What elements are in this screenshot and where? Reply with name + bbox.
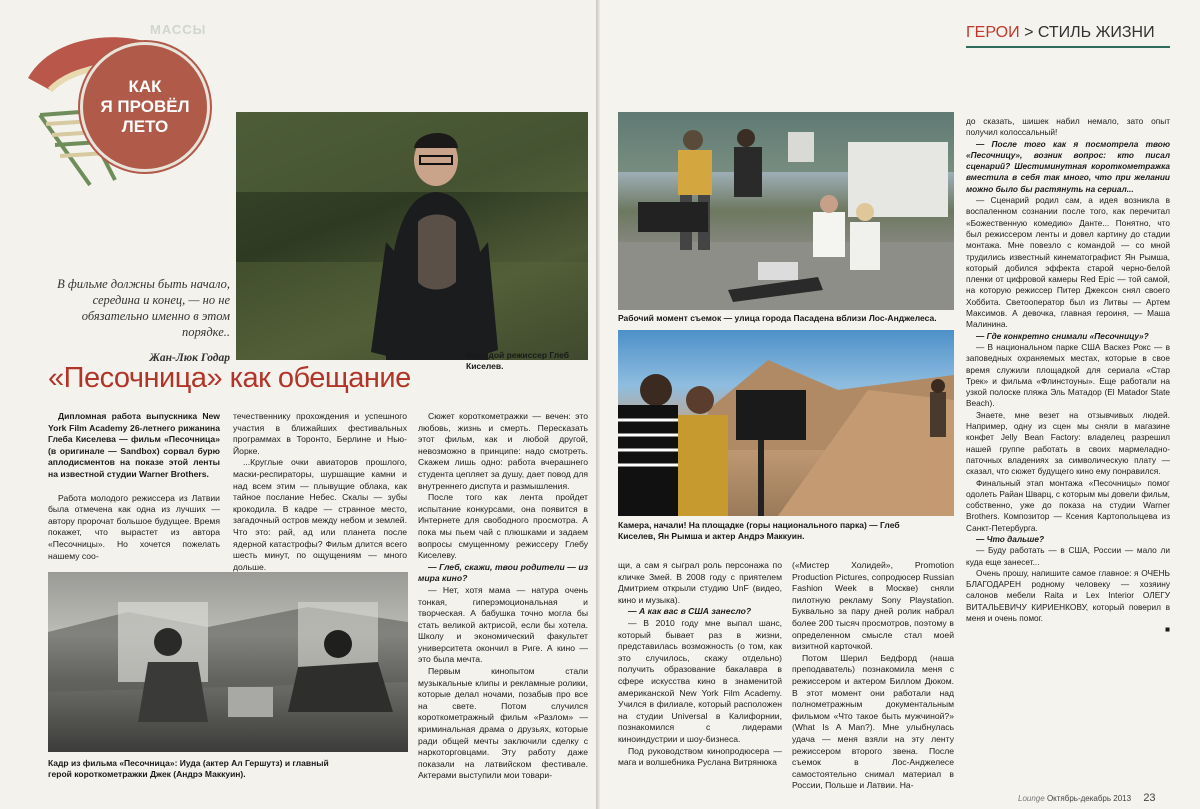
interview-question: — После того как я посмотрела твою «Песочницу», возник вопрос: кто писал сценарий? Шестиминутная короткометражка вместила в себя так много, что при желании можно было бы растянуть на сериал... <box>966 138 1170 194</box>
right-column-3 <box>966 116 1170 636</box>
left-column-1 <box>48 411 220 562</box>
film-still-illustration <box>48 572 408 752</box>
paragraph: Сюжет короткометражки — вечен: это любовь, жизнь и смерть. Пересказать этот фильм, как и любой другой, невозможно в принципе: надо смотреть. Скажем лишь одно: работа вчерашнего студента цепляет за душу, дает повод для внутреннего диспута и размышления. <box>418 411 588 491</box>
paragraph: щи, а сам я сыграл роль персонажа по кличке Змей. В 2008 году с приятелем Дмитрием открыли студию UnF (видео, кино и музыка). <box>618 560 782 605</box>
badge-line-2: Я ПРОВЁЛ <box>100 97 190 116</box>
epigraph-text: В фильме должны быть начало, середина и конец, — но не обязательно именно в этом порядке.. <box>57 277 230 339</box>
faded-section-label: МАССЫ <box>150 22 207 37</box>
right-column-2 <box>792 560 954 792</box>
badge-line-1: КАК <box>128 77 162 96</box>
paragraph: ...Круглые очки авиаторов прошлого, маски-респираторы, шуршащие камни и над всем этим — плывущие облака, как тайное послание Небес. Скалы — зубы крокодила. В кадре — странное место, загадочный остров между небом и землей. Что это: рай, ад или планета после ядерной катастрофы? Фильм длится всего шесть минут, по ощущениям — много дольше. <box>233 457 407 572</box>
section-arrow: > <box>1024 24 1034 41</box>
epigraph <box>48 276 230 366</box>
paragraph: Потом Шерил Бедфорд (наша преподаватель) познакомила меня с режиссером и актером Биллом Дюком. В этот момент они работали над полнометражным документальным фильмом «Что такое быть мужчиной?» (What Is A Man?). Мне улыбнулась удача — меня взяли на эту ленту режиссером второго звена. После съемок в Лос-Анджелесе самостоятельно снимал материал в России, Польше и Латвии. На- <box>792 652 954 791</box>
section-header <box>966 24 1155 42</box>
paragraph: до сказать, шишек набил немало, зато опыт получил колоссальный! <box>966 116 1170 138</box>
interview-question: — А как вас в США занесло? <box>628 606 752 617</box>
article-title: «Песочница» как обещание <box>48 362 411 394</box>
paragraph: — В национальном парке США Васкез Рокс — в заповедных охраняемых местах, которые в свое время служили площадкой для сериала «Стар Трек» и фильма «Флинстоуны». Еще работали на узкой полоске пляжа Эль Матадор (El Matador State Beach). <box>966 341 1170 409</box>
interview-question: — Что дальше? <box>976 533 1045 544</box>
set-photo-street <box>618 112 954 310</box>
issue-date: Октябрь-декабрь 2013 <box>1046 794 1132 803</box>
magazine-brand: Lounge <box>1018 794 1045 803</box>
left-column-2 <box>233 411 407 573</box>
paragraph: течественнику прохождения и успешного участия в ближайших фестивальных программах в Торонто, Берлине и Нью-Йорке. <box>233 411 407 456</box>
page-footer <box>1018 792 1156 804</box>
portrait-caption: Молодой режиссер Глеб Киселев. <box>466 350 569 371</box>
summer-badge <box>20 20 210 190</box>
street-set-illustration <box>618 112 954 310</box>
end-mark: ■ <box>1164 624 1170 635</box>
badge-circle <box>80 42 210 172</box>
paragraph: После того как лента пройдет испытание конкурсами, она появится в Интернете для свободного просмотра. А пока мы пьем чай с плюшками и задаем вопросы смущенному режиссеру Глебу Киселеву. <box>418 492 588 561</box>
epigraph-source: Жан-Люк Годар <box>149 352 230 364</box>
director-portrait-photo <box>236 112 588 360</box>
subsection-label: СТИЛЬ ЖИЗНИ <box>1037 24 1155 41</box>
paragraph: Знаете, мне везет на отзывчивых людей. Например, одну из сцен мы сняли в магазине конфет Jelly Bean Factory: владелец разрешил нашей группе работать в своих мармеладно-паточных владениях за символическую плату — сказал, что сюжет будущего кино ему понравился. <box>966 409 1170 477</box>
left-column-3 <box>418 411 588 782</box>
page-number: 23 <box>1143 792 1156 804</box>
mountain-set-illustration <box>618 330 954 516</box>
section-label: ГЕРОИ <box>966 24 1020 41</box>
badge-line-3: ЛЕТО <box>121 117 169 136</box>
portrait-illustration <box>236 112 588 360</box>
set-photo-mountains <box>618 330 954 516</box>
interview-question: — Глеб, скажи, твои родители — из мира кино? <box>418 561 588 584</box>
paragraph: — Нет, хотя мама — натура очень тонкая, гиперэмоциональная и творческая. А бабушка точно могла бы стать великой актрисой, если бы хотела. Школу и экономический факультет университета окончил в Риге. А кино — это была мечта. <box>418 584 588 665</box>
lead-paragraph: Дипломная работа выпускника New York Film Academy 26-летнего рижанина Глеба Киселева — фильм «Песочница» (в оригинале — Sandbox) сорвал бурю аплодисментов на показе этой ленты на известной студии Warner Brothers. <box>48 411 220 479</box>
right-column-1 <box>618 560 782 769</box>
paragraph: Финальный этап монтажа «Песочницы» помог одолеть Райан Шварц, с которым мы довели фильм, собственно, уже до показа на студии Warner Brothers. Композитор — Ксения Картополыцева из Санкт-Петербурга. <box>966 477 1170 533</box>
paragraph: — Буду работать — в США, России — мало ли куда еще занесет... <box>966 545 1170 567</box>
paragraph: («Мистер Холидей», Promotion Production Pictures, сопродюсер Russian Fashion Week в Москве) сняли пилотную рекламу Sony Playstation. Буквально за пару дней ролик набрал более 200 тысяч просмотров, поэтому в определенном смысле стал моей визитной карточкой. <box>792 560 954 652</box>
left-page <box>0 0 598 809</box>
right-page <box>600 0 1200 809</box>
mountain-photo-caption: Камера, начали! На площадке (горы национального парка) — Глеб Киселев, Ян Рымша и актер Андрэ Маккуин. <box>618 520 900 541</box>
header-rule <box>966 46 1170 48</box>
paragraph: Первым кинопытом стали музыкальные клипы и рекламные ролики, которые делал ночами, позабыв про все на свете. Потом случился короткометражный фильм «Разлом» — криминальная драма о друзьях, которые ради общей мечты заключили сделку с наркоторговцами. Эту работу даже показали на латвийском фестивале. Актерами выступили мои товари- <box>418 666 588 781</box>
paragraph: Работа молодого режиссера из Латвии была отмечена как одна из лучших — автору пророчат большое будущее. Время покажет, что вырастет из автора «Песочницы». Но хочется пожелать нашему соо- <box>48 492 220 561</box>
paragraph: — Сценарий родил сам, а идея возникла в воспаленном сознании после того, как перечитал «Божественную комедию» Данте... Понятно, что был режиссером ленты и довел картину до стадии монтажа. Мне повезло с командой — со мной трудились известный кинематографист Ян Рымша, который добился эффекта старой черно-белой пленки от цифровой камеры Red Epic — той самой, на которую режиссер Питер Джексон снял своего Хоббита. Светооператор был из Литвы — Артем Максимов. А девочка, главная героиня, — Маша Малинина. <box>966 195 1170 330</box>
paragraph: Очень прошу, напишите самое главное: я ОЧЕНЬ БЛАГОДАРЕН родному человеку — хозяину салонов мебели Raita и Lex Interior ОЛЕГУ ВИТАЛЬЕВИЧУ КИРИЕНКОВУ, который поверил в меня и очень помог. <box>966 567 1170 624</box>
film-still-caption: Кадр из фильма «Песочница»: Иуда (актер Ал Гершутз) и главный герой короткометражки Джек (Андрэ Маккуин). <box>48 758 329 779</box>
paragraph: Под руководством кинопродюсера — мага и волшебника Руслана Витрянюка <box>618 745 782 768</box>
street-photo-caption: Рабочий момент съемок — улица города Пасадена вблизи Лос-Анджелеса. <box>618 313 937 323</box>
film-still-photo <box>48 572 408 752</box>
interview-question: — Где конкретно снимали «Песочницу»? <box>976 330 1149 341</box>
paragraph: — В 2010 году мне выпал шанс, который бывает раз в жизни, представилась возможность (о том, как это случилось, скажу отдельно) получить образование бакалавра в сфере искусства кино в знаменитой американской New York Film Academy. Учился в филиале, который расположен на студии Universal в Калифорнии, познакомился с лидерами киноиндустрии и шоу-бизнеса. <box>618 617 782 744</box>
